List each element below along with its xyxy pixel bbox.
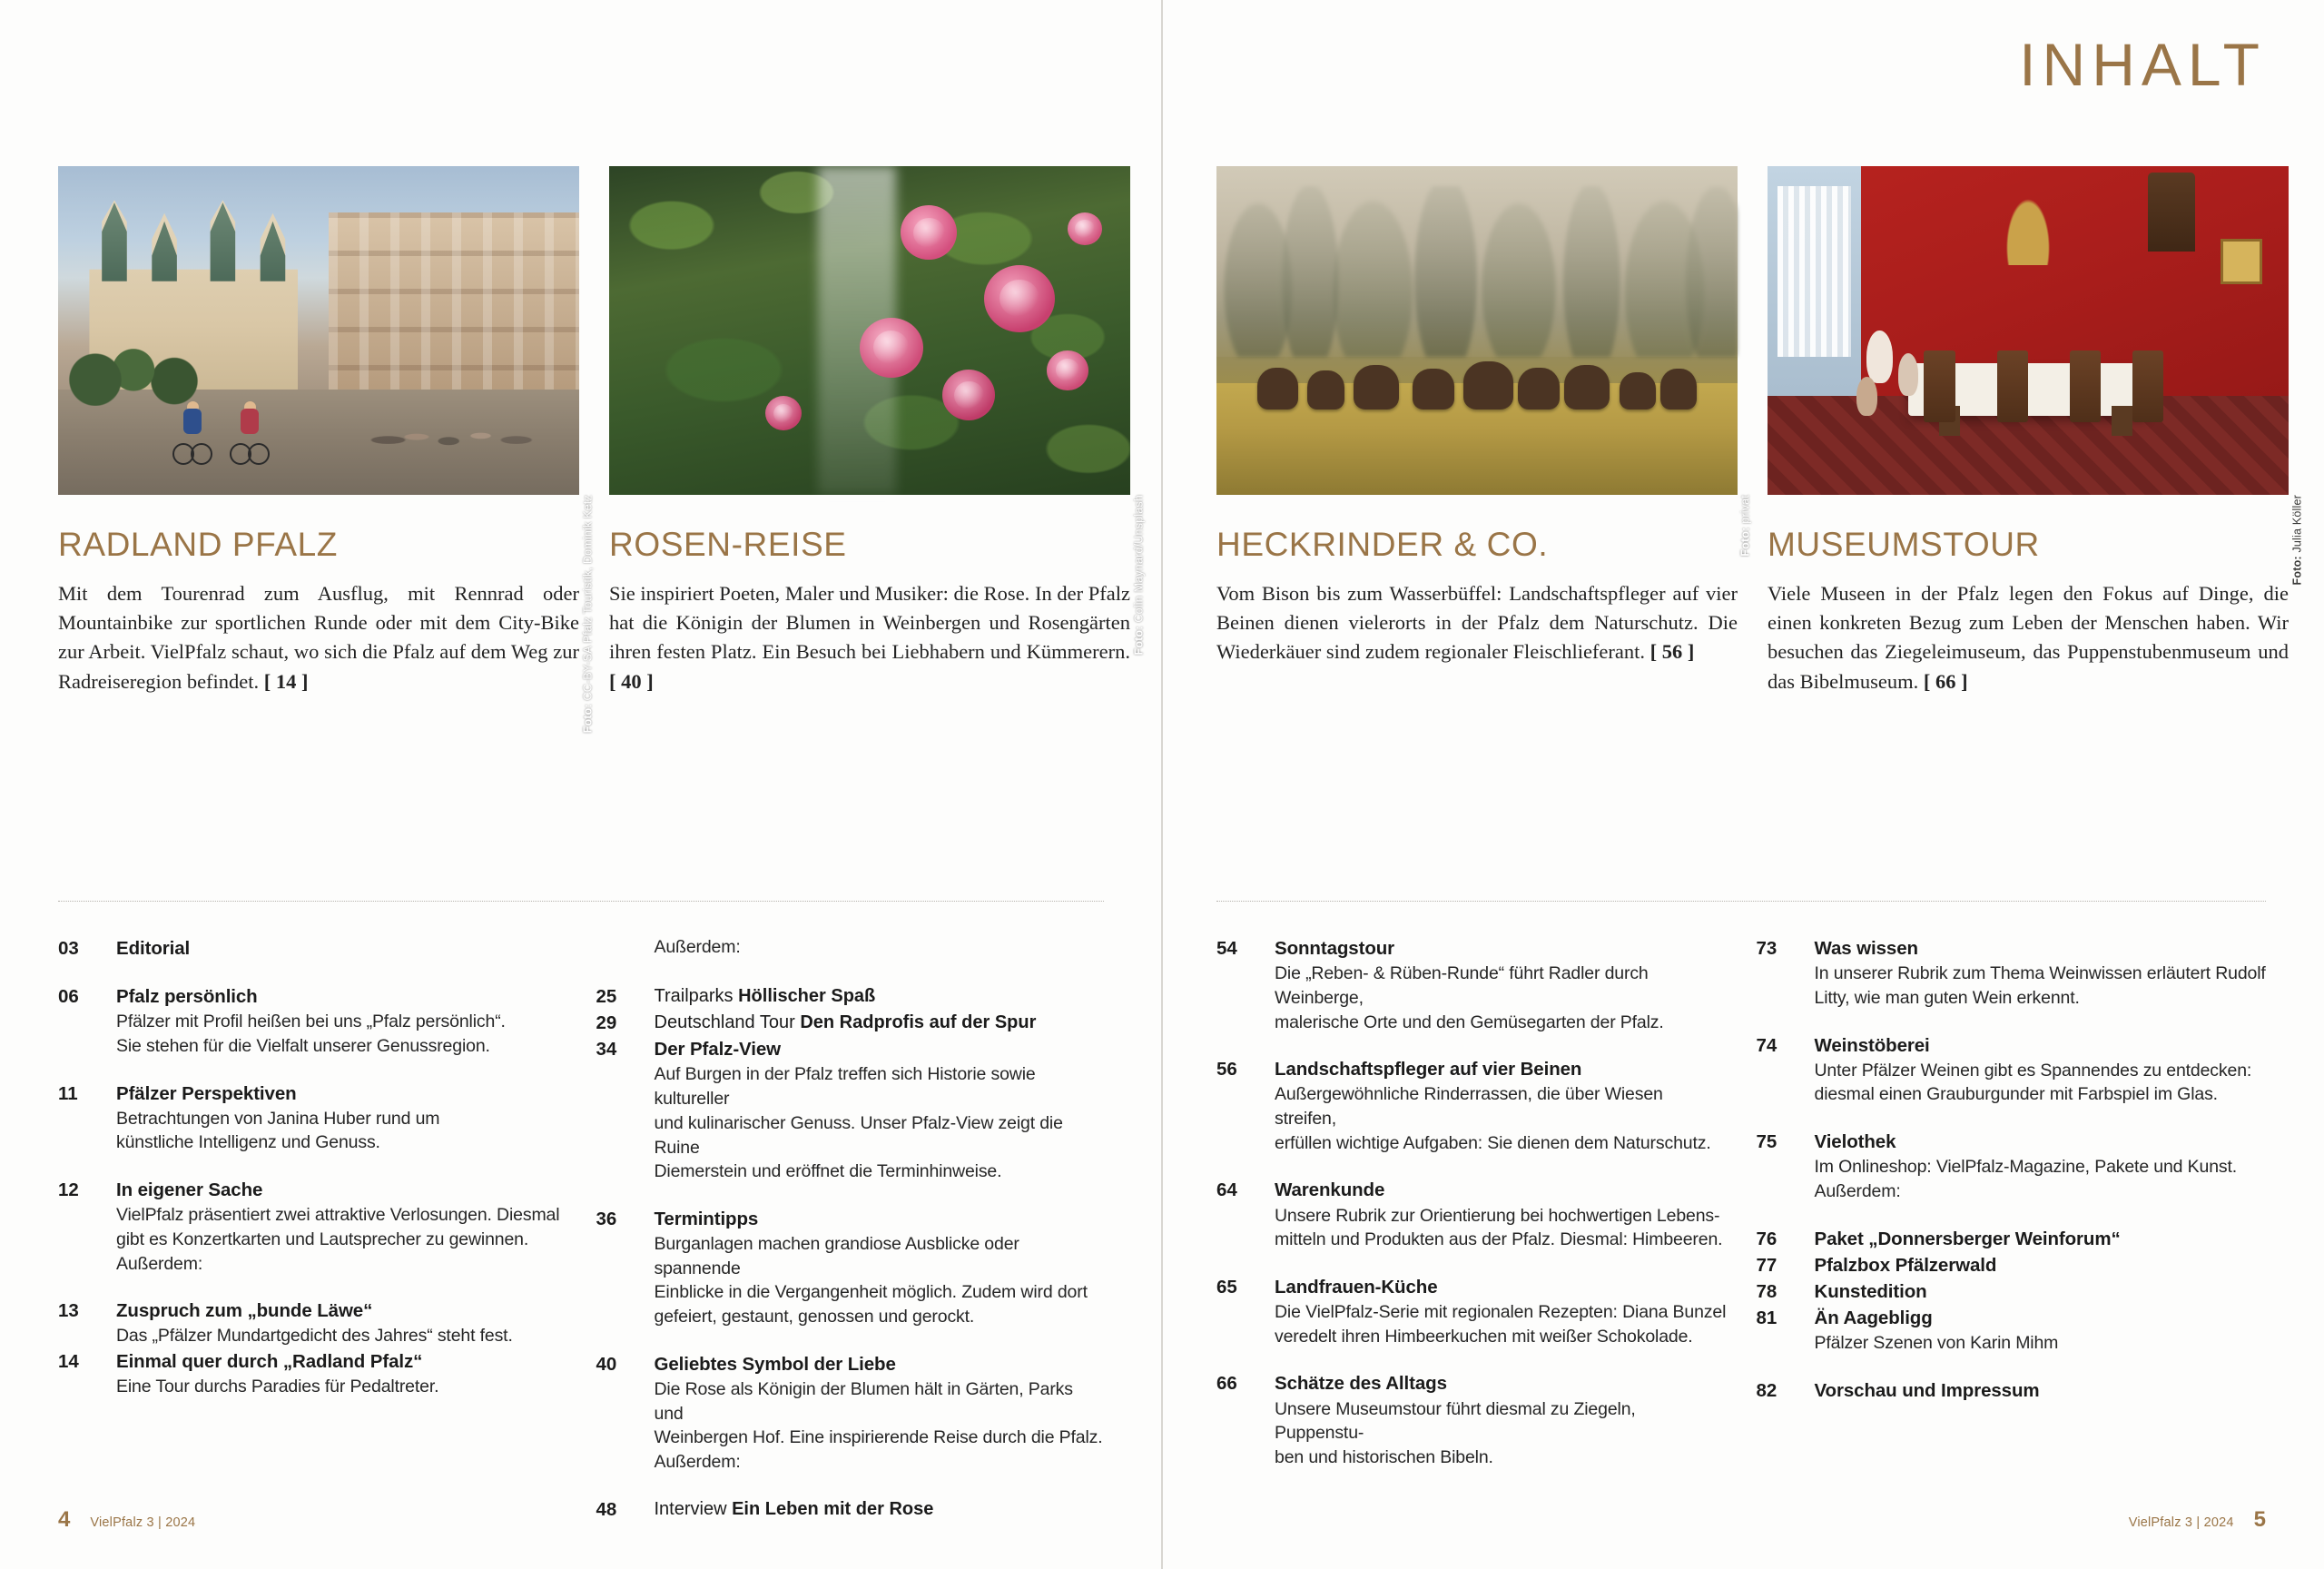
toc-entry-description-line: Auf Burgen in der Pfalz treffen sich Historie sowie kultureller <box>654 1064 1036 1110</box>
toc-entry-page-number: 56 <box>1216 1059 1237 1081</box>
toc-entry-title: Der Pfalz-View <box>654 1039 781 1061</box>
toc-also-label: Außerdem: <box>654 1452 741 1473</box>
feature-heckrinder-co <box>1216 166 1752 696</box>
toc-entry-description-line: Sie stehen für die Vielfalt unserer Genussregion. <box>116 1035 490 1056</box>
toc-entry-page-number: 03 <box>58 938 79 959</box>
toc-entry-title: Vielothek <box>1814 1131 1896 1153</box>
photo-art-roses <box>609 166 1130 495</box>
toc-entry-inline-title <box>655 1010 1105 1035</box>
feature-page-ref: [ 40 ] <box>609 669 654 693</box>
toc-entry-body <box>116 1177 566 1276</box>
toc-entry-description-line: Burganlagen machen grandiose Ausblicke oder spannende <box>654 1234 1019 1278</box>
section-divider <box>1216 901 2266 902</box>
toc-entry[interactable] <box>1216 935 1727 1034</box>
page-number: 5 <box>2253 1507 2266 1532</box>
bison-herd <box>1247 337 1706 410</box>
feature-title: HECKRINDER & CO. <box>1216 526 1549 563</box>
photo-art-dollhouse-room <box>1768 166 2289 495</box>
toc-entry[interactable] <box>596 1206 1105 1329</box>
toc-entry[interactable] <box>58 1081 566 1156</box>
toc-entry-description-line: veredelt ihren Himbeerkuchen mit weißer Schokolade. <box>1275 1326 1693 1347</box>
toc-inline-bold: Ein Leben mit der Rose <box>732 1498 934 1519</box>
toc-column-2 <box>596 935 1105 1523</box>
toc-entry-body <box>1275 1274 1727 1349</box>
toc-entry-description-line: Einblicke in die Vergangenheit möglich. Zudem wird dort <box>654 1282 1088 1303</box>
toc-entry-description-line: mitteln und Produkten aus der Pfalz. Diesmal: Himbeeren. <box>1275 1229 1723 1250</box>
toc-entry-title: Schätze des Alltags <box>1275 1373 1447 1395</box>
toc-entry-title: Einmal quer durch „Radland Pfalz“ <box>116 1351 423 1373</box>
toc-entry-description-line: Außergewöhnliche Rinderrassen, die über Wiesen streifen, <box>1275 1084 1663 1130</box>
toc-entry-description-line: Die VielPfalz-Serie mit regionalen Rezepten: Diana Bunzel <box>1275 1302 1727 1323</box>
toc-entry-title: Pfälzer Perspektiven <box>116 1082 297 1104</box>
toc-entry-page-number: 77 <box>1756 1254 1777 1276</box>
toc-entry-title: Weinstöberei <box>1814 1034 1930 1056</box>
photo-credit <box>1739 495 1752 557</box>
toc-entry-description-line: Betrachtungen von Janina Huber rund um <box>116 1108 440 1129</box>
photo-art-bison-herd <box>1216 166 1738 495</box>
toc-entry-page-number: 25 <box>596 986 617 1008</box>
toc-left <box>58 935 1104 1523</box>
photo-credit <box>2290 495 2303 585</box>
feature-museumstour <box>1768 166 2303 696</box>
feature-block-row-left <box>58 166 1145 734</box>
toc-entry-description-line: Pfälzer mit Profil heißen bei uns „Pfalz persönlich“. <box>116 1011 506 1032</box>
toc-entry-body <box>1815 935 2267 1011</box>
toc-entry-body <box>116 935 566 962</box>
photo-credit-text: privat <box>1739 495 1752 524</box>
toc-entry-body <box>655 983 1105 1010</box>
page-title: INHALT <box>2019 31 2266 98</box>
toc-entry-description-line: erfüllen wichtige Aufgaben: Sie dienen dem Naturschutz. <box>1275 1132 1711 1153</box>
toc-entry-page-number: 34 <box>596 1039 617 1061</box>
toc-entry[interactable] <box>58 1298 566 1348</box>
toc-entry[interactable] <box>596 1036 1105 1184</box>
toc-entry-description-line: diesmal einen Grauburgunder mit Farbspiel im Glas. <box>1814 1084 2218 1105</box>
toc-entry-description-line: In unserer Rubrik zum Thema Weinwissen erläutert Rudolf <box>1814 963 2266 984</box>
toc-entry-page-number: 75 <box>1756 1131 1777 1153</box>
toc-entry-description-line: gibt es Konzertkarten und Lautsprecher zu gewinnen. <box>116 1229 529 1249</box>
toc-entry-page-number: 76 <box>1756 1228 1777 1249</box>
toc-entry-body <box>1815 1252 2267 1278</box>
toc-entry-title: Vorschau und Impressum <box>1814 1379 2040 1401</box>
toc-also-label: Außerdem: <box>654 937 741 957</box>
toc-entry-description-line: Unsere Rubrik zur Orientierung bei hochwertigen Lebens- <box>1275 1205 1720 1226</box>
toc-entry-page-number: 40 <box>596 1353 617 1375</box>
toc-entry-description-line: Die Rose als Königin der Blumen hält in Gärten, Parks und <box>654 1378 1073 1424</box>
toc-entry-page-number: 81 <box>1756 1307 1777 1328</box>
toc-entry-body <box>116 1298 566 1348</box>
toc-entry-body <box>1815 1278 2267 1305</box>
toc-entry[interactable] <box>1757 1305 2267 1356</box>
toc-entry-title: Termintipps <box>654 1208 759 1229</box>
toc-entry-title: Kunstedition <box>1814 1280 1927 1302</box>
toc-entry-body <box>1275 1056 1727 1155</box>
toc-entry[interactable] <box>596 983 1105 1010</box>
page-right <box>1162 0 2324 1569</box>
toc-entry[interactable] <box>1757 1252 2267 1278</box>
feature-rosen-reise <box>609 166 1145 696</box>
toc-entry-title: Zuspruch zum „bunde Läwe“ <box>116 1300 373 1322</box>
toc-entry-body <box>1815 1129 2267 1204</box>
toc-entry-description-line: Eine Tour durchs Paradies für Pedaltreter. <box>116 1377 439 1397</box>
photo-credit-text: Julia Köller <box>2290 495 2303 553</box>
feature-text <box>1216 579 1738 667</box>
feature-body: Mit dem Tourenrad zum Ausflug, mit Rennrad oder Mountainbike zur sportlichen Runde oder mit dem City-Bike zur Arbeit. VielPfalz schaut, wo sich die Pfalz auf dem Weg zur Radreiseregion befindet. <box>58 582 579 693</box>
toc-entry-title: Pfalz persönlich <box>116 986 258 1008</box>
toc-right <box>1216 935 2266 1492</box>
toc-entry[interactable] <box>1757 1226 2267 1252</box>
toc-entry-page-number: 12 <box>58 1179 79 1201</box>
toc-entry[interactable] <box>1757 1278 2267 1305</box>
toc-entry-body <box>1815 1226 2267 1252</box>
toc-entry-description-line: und kulinarischer Genuss. Unser Pfalz-View zeigt die Ruine <box>654 1112 1063 1158</box>
issue-label: VielPfalz 3 | 2024 <box>2128 1515 2234 1530</box>
photo-credit-text: CC-BY-SA Pfalz Touristik, Dominik Ketz <box>581 495 594 701</box>
photo-credit-label: Foto: <box>2290 556 2303 586</box>
photo-credit-text: Colin Maynard/Unsplash <box>1132 495 1145 623</box>
toc-inline-plain: Deutschland Tour <box>654 1012 801 1033</box>
toc-entry[interactable] <box>1216 1370 1727 1469</box>
photo-credit-label: Foto: <box>581 704 594 734</box>
toc-entry-description-line: VielPfalz präsentiert zwei attraktive Verlosungen. Diesmal <box>116 1205 560 1226</box>
toc-entry[interactable] <box>1216 1056 1727 1155</box>
photo-credit <box>1132 495 1145 656</box>
toc-entry-page-number: 13 <box>58 1300 79 1322</box>
toc-entry[interactable] <box>1757 1032 2267 1108</box>
toc-entry-body <box>1275 935 1727 1034</box>
toc-inline-bold: Höllischer Spaß <box>738 986 876 1007</box>
toc-entry-body <box>116 983 566 1059</box>
toc-entry-page-number: 54 <box>1216 938 1237 959</box>
toc-entry-description-line: Das „Pfälzer Mundartgedicht des Jahres“ steht fest. <box>116 1326 513 1347</box>
toc-entry-body <box>116 1348 566 1399</box>
toc-entry-page-number: 74 <box>1756 1034 1777 1056</box>
toc-entry-body <box>1275 1177 1727 1252</box>
toc-inline-plain: Interview <box>654 1498 733 1519</box>
feature-body: Sie inspiriert Poeten, Maler und Musiker: die Rose. In der Pfalz hat die Königin der Blumen in Weinbergen und Rosengärten ihren festen Platz. Ein Besuch bei Liebhabern und Kümmerern. <box>609 582 1130 664</box>
toc-entry-title: Editorial <box>116 938 191 959</box>
toc-inline-plain: Trailparks <box>654 986 739 1007</box>
toc-entry-description-line: Unsere Museumstour führt diesmal zu Ziegeln, Puppenstu- <box>1275 1398 1636 1444</box>
toc-entry-body <box>1815 1032 2267 1108</box>
feature-page-ref: [ 14 ] <box>263 669 309 693</box>
toc-entry-description-line: Litty, wie man guten Wein erkennt. <box>1814 987 2080 1008</box>
footer-left <box>58 1507 1104 1533</box>
toc-entry[interactable] <box>58 1348 566 1399</box>
toc-entry-page-number: 11 <box>58 1082 78 1104</box>
feature-title: ROSEN-REISE <box>609 526 847 563</box>
issue-label: VielPfalz 3 | 2024 <box>90 1515 196 1530</box>
toc-entry[interactable] <box>1216 1177 1727 1252</box>
toc-column-4 <box>1757 935 2267 1492</box>
toc-also-label: Außerdem: <box>1814 1180 1901 1201</box>
toc-entry[interactable] <box>58 983 566 1059</box>
toc-entry-description-line: künstliche Intelligenz und Genuss. <box>116 1132 380 1153</box>
toc-entry-body <box>1815 1377 2267 1404</box>
toc-entry-body <box>655 1351 1105 1475</box>
toc-entry-title: Was wissen <box>1814 938 1918 959</box>
toc-entry-description-line: Im Onlineshop: VielPfalz-Magazine, Pakete und Kunst. <box>1814 1157 2238 1178</box>
toc-entry-title: Geliebtes Symbol der Liebe <box>654 1353 896 1375</box>
toc-entry-title: Pfalzbox Pfälzerwald <box>1814 1254 1997 1276</box>
toc-entry-description-line: Diemerstein und eröffnet die Terminhinweise. <box>654 1161 1002 1182</box>
toc-entry-description-line: Weinbergen Hof. Eine inspirierende Reise durch die Pfalz. <box>654 1427 1103 1448</box>
toc-entry-body <box>1275 1370 1727 1469</box>
feature-text <box>58 579 579 696</box>
toc-column-3 <box>1216 935 1727 1492</box>
feature-title: MUSEUMSTOUR <box>1768 526 2040 563</box>
toc-entry-title: Warenkunde <box>1275 1179 1385 1201</box>
toc-entry-page-number: 29 <box>596 1012 617 1034</box>
section-divider <box>58 901 1104 902</box>
toc-entry-page-number: 78 <box>1756 1280 1777 1302</box>
photo-credit <box>581 495 594 733</box>
toc-entry-description-line: ben und historischen Bibeln. <box>1275 1446 1493 1467</box>
toc-entry-page-number: 36 <box>596 1208 617 1229</box>
photo-art-speyer-cyclists <box>58 166 579 495</box>
toc-entry-body <box>655 1036 1105 1184</box>
toc-inline-bold: Den Radprofis auf der Spur <box>800 1012 1037 1033</box>
feature-radland-pfalz <box>58 166 594 734</box>
toc-entry-page-number: 64 <box>1216 1179 1237 1201</box>
page-number: 4 <box>58 1507 71 1532</box>
toc-entry-title: Paket „Donnersberger Weinforum“ <box>1814 1228 2121 1249</box>
toc-entry-page-number: 14 <box>58 1351 79 1373</box>
toc-entry[interactable] <box>596 935 1105 962</box>
feature-page-ref: [ 66 ] <box>1923 669 1968 693</box>
toc-entry-title: Sonntagstour <box>1275 938 1395 959</box>
feature-block-row-right <box>1216 166 2303 696</box>
toc-entry-title: Än Aagebligg <box>1814 1307 1933 1328</box>
feature-page-ref: [ 56 ] <box>1649 640 1695 664</box>
toc-entry-body <box>116 1081 566 1156</box>
toc-entry-body <box>655 1206 1105 1329</box>
toc-entry-inline-title <box>655 983 1105 1009</box>
toc-column-1 <box>58 935 566 1523</box>
toc-entry[interactable] <box>58 935 566 962</box>
toc-entry-page-number: 73 <box>1756 938 1777 959</box>
toc-also-label: Außerdem: <box>116 1253 203 1274</box>
toc-entry-page-number: 48 <box>596 1498 617 1520</box>
toc-entry-body <box>655 935 1105 962</box>
toc-entry-page-number: 06 <box>58 986 79 1008</box>
feature-body: Vom Bison bis zum Wasserbüffel: Landschaftspfleger auf vier Beinen dienen vielerorts in der Pfalz dem Naturschutz. Die Wiederkäuer sind zudem regionaler Fleischlieferant. <box>1216 582 1738 664</box>
photo-credit-label: Foto: <box>1739 527 1752 557</box>
toc-entry-body <box>1815 1305 2267 1356</box>
toc-entry-page-number: 65 <box>1216 1276 1237 1298</box>
toc-entry-description-line: Unter Pfälzer Weinen gibt es Spannendes zu entdecken: <box>1814 1060 2252 1081</box>
toc-entry-page-number: 82 <box>1756 1379 1777 1401</box>
toc-entry-page-number: 66 <box>1216 1373 1237 1395</box>
photo-credit-label: Foto: <box>1132 626 1145 656</box>
toc-entry[interactable] <box>596 1010 1105 1036</box>
feature-text <box>1768 579 2289 696</box>
footer-right <box>1216 1507 2266 1533</box>
toc-entry-body <box>655 1010 1105 1036</box>
toc-entry-description-line: malerische Orte und den Gemüsegarten der Pfalz. <box>1275 1011 1664 1032</box>
toc-entry-title: Landschaftspfleger auf vier Beinen <box>1275 1059 1582 1081</box>
toc-entry[interactable] <box>1757 1129 2267 1204</box>
toc-entry[interactable] <box>1757 1377 2267 1404</box>
toc-entry-description-line: Die „Reben- & Rüben-Runde“ führt Radler durch Weinberge, <box>1275 963 1649 1008</box>
toc-entry[interactable] <box>596 1351 1105 1475</box>
toc-entry[interactable] <box>1757 935 2267 1011</box>
toc-entry-description-line: Pfälzer Szenen von Karin Mihm <box>1814 1332 2059 1353</box>
toc-entry-title: Landfrauen-Küche <box>1275 1276 1438 1298</box>
toc-entry-description-line: gefeiert, gestaunt, genossen und gerockt. <box>654 1307 975 1327</box>
toc-entry[interactable] <box>1216 1274 1727 1349</box>
feature-text <box>609 579 1130 696</box>
toc-entry[interactable] <box>58 1177 566 1276</box>
feature-title: RADLAND PFALZ <box>58 526 338 563</box>
feature-body: Viele Museen in der Pfalz legen den Fokus auf Dinge, die einen konkreten Bezug zum Leben der Menschen haben. Wir besuchen das Ziegeleimuseum, das Puppenstubenmuseum und das Bibelmuseum. <box>1768 582 2289 693</box>
toc-entry-title: In eigener Sache <box>116 1179 263 1201</box>
